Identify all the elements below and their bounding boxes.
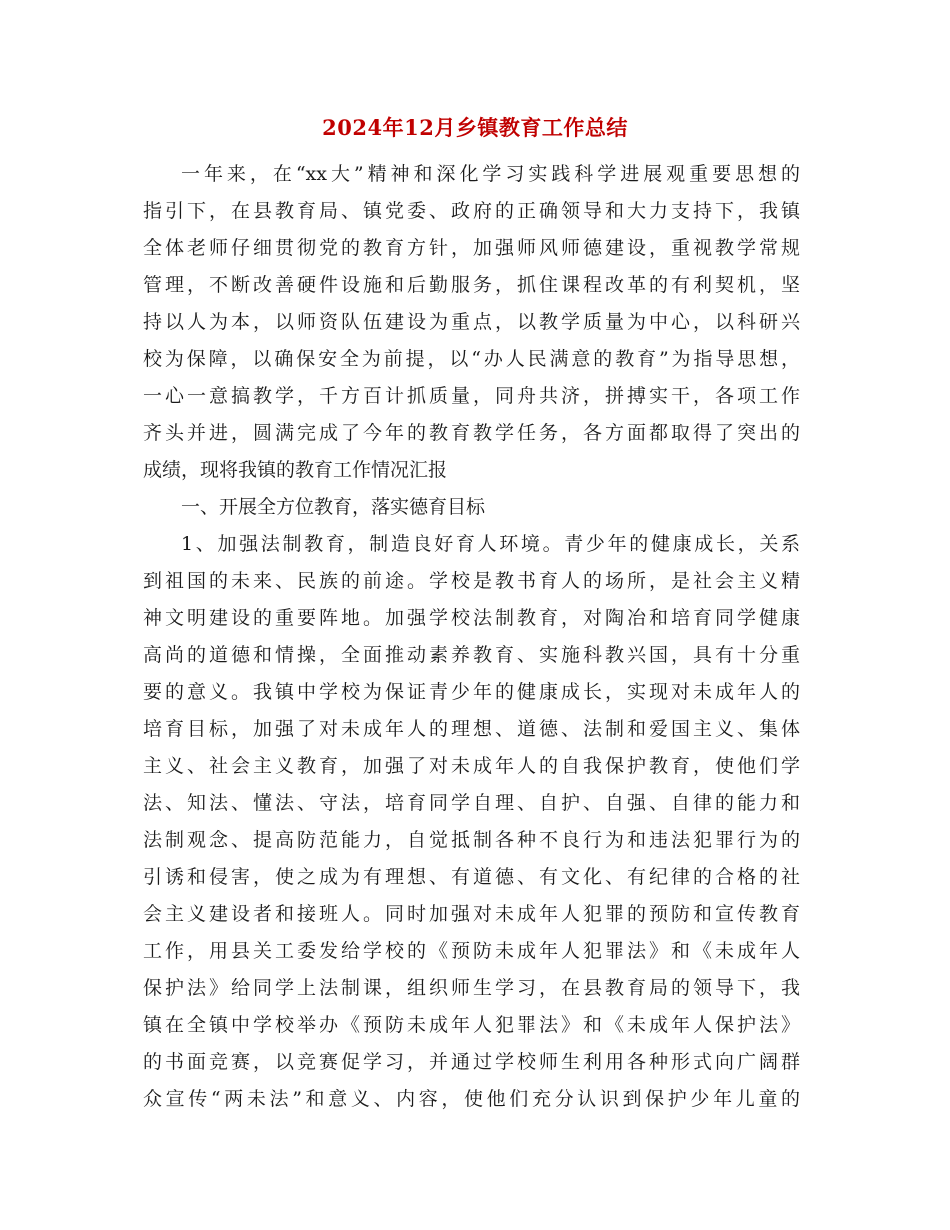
text-line: 镇在全镇中学校举办《预防未成年人犯罪法》和《未成年人保护法》 [143,1014,800,1036]
text-line: 法制观念、提高防范能力，自觉抵制各种不良行为和违法犯罪行为的 [143,829,800,851]
text-line: 1、加强法制教育，制造良好育人环境。青少年的健康成长，关系 [181,533,800,555]
text-line: 培育目标，加强了对未成年人的理想、道德、法制和爱国主义、集体 [143,718,800,740]
text-line: 齐头并进，圆满完成了今年的教育教学任务，各方面都取得了突出的 [143,422,800,444]
text-line: 主义、社会主义教育，加强了对未成年人的自我保护教育，使他们学 [143,755,800,777]
text-line: 神文明建设的重要阵地。加强学校法制教育，对陶冶和培育同学健康 [143,607,800,629]
text-line: 保护法》给同学上法制课，组织师生学习，在县教育局的领导下，我 [143,977,800,999]
text-line: 会主义建设者和接班人。同时加强对未成年人犯罪的预防和宣传教育 [143,903,800,925]
text-line: 一心一意搞教学，千方百计抓质量，同舟共济，拼搏实干，各项工作 [143,385,800,407]
text-line: 要的意义。我镇中学校为保证青少年的健康成长，实现对未成年人的 [143,681,800,703]
document-title: 2024年12月乡镇教育工作总结 [322,115,628,140]
text-line: 的书面竞赛，以竞赛促学习，并通过学校师生利用各种形式向广阔群 [143,1051,800,1073]
text-line: 持以人为本，以师资队伍建设为重点，以教学质量为中心，以科研兴 [143,311,800,333]
text-line: 一、开展全方位教育，落实德育目标 [181,496,486,518]
text-line: 成绩，现将我镇的教育工作情况汇报 [143,459,448,481]
document-body [143,156,800,1118]
text-line: 一年来，在“xx大”精神和深化学习实践科学进展观重要思想的 [181,163,800,185]
text-line: 校为保障，以确保安全为前提，以“办人民满意的教育”为指导思想， [143,348,800,370]
text-line: 引诱和侵害，使之成为有理想、有道德、有文化、有纪律的合格的社 [143,866,800,888]
text-line: 全体老师仔细贯彻党的教育方针，加强师风师德建设，重视教学常规 [143,237,800,259]
text-line: 指引下，在县教育局、镇党委、政府的正确领导和大力支持下，我镇 [143,200,800,222]
text-line: 众宣传“两未法”和意义、内容，使他们充分认识到保护少年儿童的 [143,1088,800,1110]
text-line: 法、知法、懂法、守法，培育同学自理、自护、自强、自律的能力和 [143,792,800,814]
text-line: 工作，用县关工委发给学校的《预防未成年人犯罪法》和《未成年人 [143,940,800,962]
text-line: 到祖国的未来、民族的前途。学校是教书育人的场所，是社会主义精 [143,570,800,592]
text-line: 管理，不断改善硬件设施和后勤服务，抓住课程改革的有利契机，坚 [143,274,800,296]
text-line: 高尚的道德和情操，全面推动素养教育、实施科教兴国，具有十分重 [143,644,800,666]
